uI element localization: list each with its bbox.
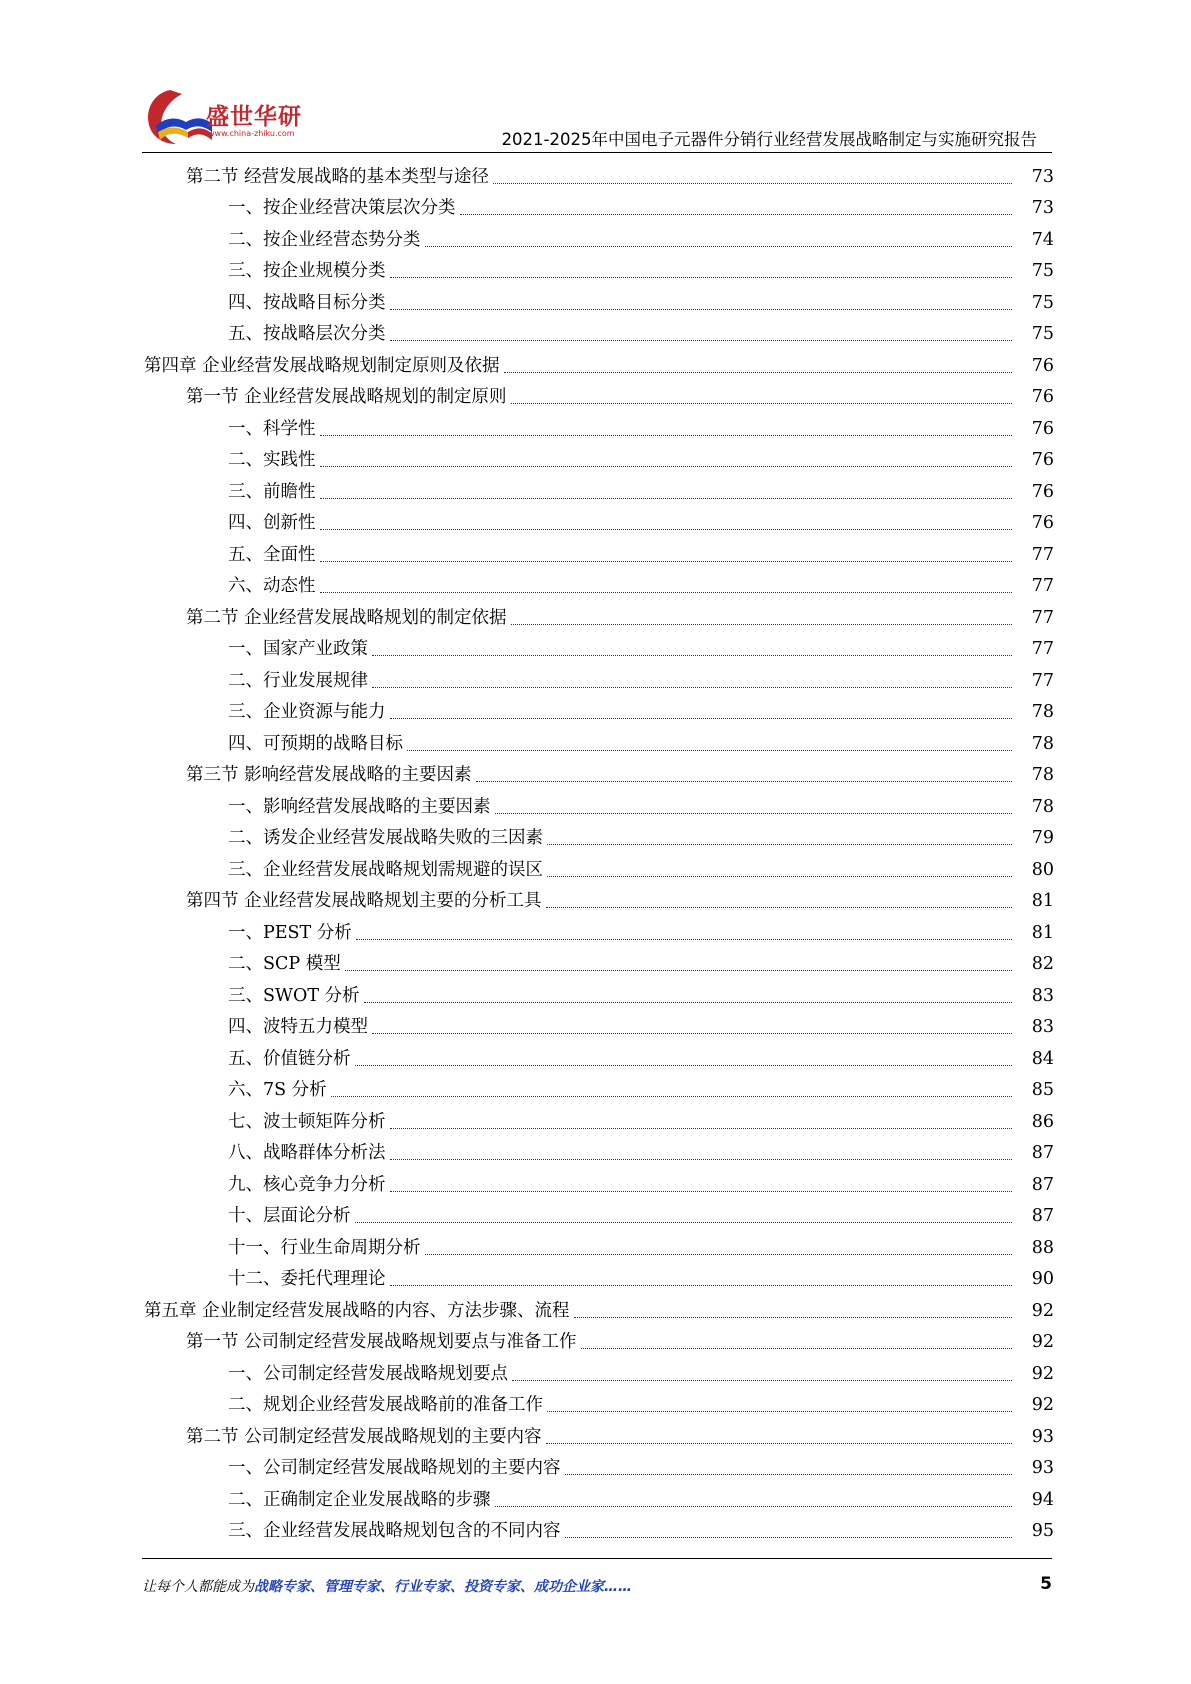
toc-page-number: 93 [1031,1458,1054,1478]
toc-item[interactable] [0,727,1191,759]
toc-page-number: 86 [1031,1111,1054,1132]
toc-leader-dots [547,844,1012,845]
toc-section[interactable] [0,601,1191,633]
toc-item[interactable] [0,1168,1191,1200]
toc-label: 第二节 企业经营发展战略规划的制定依据 [186,607,507,628]
toc-page-number: 87 [1031,1206,1054,1226]
toc-label: 九、核心竞争力分析 [228,1174,386,1195]
toc-section[interactable] [0,1420,1191,1452]
toc-item[interactable] [0,822,1191,854]
toc-leader-dots [407,750,1012,751]
toc-label: 四、波特五力模型 [228,1017,368,1037]
toc-item[interactable] [0,223,1191,255]
toc-page-number: 93 [1031,1426,1054,1447]
header-divider [142,152,1052,153]
toc-leader-dots [390,1159,1013,1160]
toc-page-number: 80 [1031,859,1054,880]
toc-item[interactable] [0,1011,1191,1043]
toc-item[interactable] [0,1105,1191,1137]
toc-item[interactable] [0,1042,1191,1074]
toc-leader-dots [460,214,1013,215]
toc-page-number: 76 [1031,450,1054,470]
toc-page-number: 75 [1031,261,1054,281]
toc-chapter[interactable] [0,1294,1191,1326]
toc-leader-dots [355,1222,1013,1223]
toc-leader-dots [495,813,1013,814]
toc-page-number: 78 [1031,702,1054,722]
footer-divider [142,1558,1052,1559]
toc-item[interactable] [0,948,1191,980]
toc-item[interactable] [0,538,1191,570]
toc-page-number: 75 [1031,292,1054,313]
toc-page-number: 78 [1031,796,1054,817]
toc-leader-dots [364,1002,1012,1003]
toc-label: 第四章 企业经营发展战略规划制定原则及依据 [144,355,500,376]
toc-leader-dots [320,435,1013,436]
toc-item[interactable] [0,255,1191,287]
page-footer [142,1576,1052,1600]
toc-page-number: 90 [1031,1269,1054,1289]
toc-label: 第一节 企业经营发展战略规划的制定原则 [186,387,507,407]
toc-label: 十二、委托代理理论 [228,1269,386,1289]
toc-leader-dots [356,939,1012,940]
toc-leader-dots [390,309,1013,310]
toc-leader-dots [372,1033,1012,1034]
toc-leader-dots [581,1348,1012,1349]
toc-page-number: 78 [1031,765,1054,785]
toc-label: 五、价值链分析 [228,1048,351,1069]
toc-label: 二、SCP 模型 [228,954,341,974]
toc-leader-dots [355,1065,1013,1066]
toc-page-number: 78 [1031,733,1054,754]
slogan-highlight: 战略专家、管理专家、行业专家、投资专家、成功企业家…… [254,1579,632,1595]
toc-item[interactable] [0,696,1191,728]
toc-page-number: 76 [1031,481,1054,502]
toc-leader-dots [512,1380,1012,1381]
toc-item[interactable] [0,192,1191,224]
toc-label: 十、层面论分析 [228,1206,351,1226]
toc-label: 第三节 影响经营发展战略的主要因素 [186,765,472,785]
logo-text: 盛世华研 [206,104,302,130]
toc-page-number: 77 [1031,544,1054,565]
toc-label: 三、按企业规模分类 [228,261,386,281]
toc-label: 一、国家产业政策 [228,639,368,659]
toc-page-number: 73 [1031,166,1054,187]
toc-leader-dots [504,372,1012,373]
toc-leader-dots [425,246,1013,247]
toc-section[interactable] [0,160,1191,192]
toc-leader-dots [547,876,1012,877]
toc-section[interactable] [0,1326,1191,1358]
toc-label: 八、战略群体分析法 [228,1143,386,1163]
toc-leader-dots [372,655,1012,656]
toc-page-number: 73 [1031,198,1054,218]
toc-leader-dots [546,907,1012,908]
toc-page-number: 81 [1031,891,1054,911]
toc-page-number: 76 [1031,513,1054,533]
toc-page-number: 76 [1031,355,1054,376]
toc-label: 四、按战略目标分类 [228,292,386,313]
toc-item[interactable] [0,1483,1191,1515]
toc-label: 二、诱发企业经营发展战略失败的三因素 [228,828,543,848]
toc-leader-dots [511,624,1012,625]
toc-page-number: 76 [1031,418,1054,439]
toc-label: 一、公司制定经营发展战略规划的主要内容 [228,1458,561,1478]
toc-page-number: 77 [1031,576,1054,596]
toc-item[interactable] [0,1515,1191,1547]
toc-leader-dots [511,403,1012,404]
toc-leader-dots [476,781,1012,782]
toc-label: 第四节 企业经营发展战略规划主要的分析工具 [186,891,542,911]
toc-leader-dots [320,529,1013,530]
toc-leader-dots [495,1506,1013,1507]
toc-item[interactable] [0,979,1191,1011]
toc-leader-dots [320,466,1013,467]
toc-label: 六、7S 分析 [228,1080,327,1100]
slogan-prefix: 让每个人都能成为 [142,1579,254,1595]
toc-page-number: 77 [1031,607,1054,628]
toc-leader-dots [372,687,1012,688]
toc-item[interactable] [0,1263,1191,1295]
toc-label: 二、实践性 [228,450,316,470]
toc-label: 二、按企业经营态势分类 [228,229,421,250]
toc-leader-dots [565,1537,1013,1538]
toc-page-number: 92 [1031,1300,1054,1321]
logo-url: www.china-zhiku.com [208,129,295,138]
toc-page-number: 81 [1031,922,1054,943]
toc-page-number: 74 [1031,229,1054,250]
toc-page-number: 85 [1031,1080,1054,1100]
toc-leader-dots [565,1474,1013,1475]
toc-item[interactable] [0,507,1191,539]
toc-leader-dots [390,277,1013,278]
toc-label: 七、波士顿矩阵分析 [228,1111,386,1132]
toc-page-number: 92 [1031,1332,1054,1352]
toc-item[interactable] [0,475,1191,507]
toc-section[interactable] [0,885,1191,917]
toc-label: 一、按企业经营决策层次分类 [228,198,456,218]
toc-leader-dots [546,1443,1012,1444]
toc-leader-dots [390,340,1013,341]
toc-label: 五、全面性 [228,544,316,565]
report-title: 2021-2025年中国电子元器件分销行业经营发展战略制定与实施研究报告 [501,130,1037,149]
toc-label: 第二节 经营发展战略的基本类型与途径 [186,166,490,187]
toc-label: 四、创新性 [228,513,316,533]
toc-page-number: 83 [1031,985,1054,1006]
footer-slogan [142,1576,632,1596]
toc-page-number: 84 [1031,1048,1054,1069]
toc-page-number: 92 [1031,1363,1054,1384]
toc-label: 一、影响经营发展战略的主要因素 [228,796,491,817]
toc-label: 二、正确制定企业发展战略的步骤 [228,1489,491,1510]
toc-label: 一、科学性 [228,418,316,439]
toc-page-number: 87 [1031,1143,1054,1163]
toc-leader-dots [493,183,1012,184]
toc-page-number: 75 [1031,324,1054,344]
toc-label: 三、企业经营发展战略规划包含的不同内容 [228,1521,561,1541]
toc-item[interactable] [0,1389,1191,1421]
toc-label: 三、前瞻性 [228,481,316,502]
toc-leader-dots [320,561,1013,562]
toc-leader-dots [345,970,1012,971]
toc-item[interactable] [0,412,1191,444]
toc-item[interactable] [0,664,1191,696]
toc-page-number: 92 [1031,1395,1054,1415]
toc-leader-dots [425,1254,1013,1255]
toc-page-number: 77 [1031,670,1054,691]
toc-item[interactable] [0,633,1191,665]
toc-item[interactable] [0,790,1191,822]
toc-label: 二、规划企业经营发展战略前的准备工作 [228,1395,543,1415]
toc-leader-dots [574,1317,1012,1318]
toc-label: 三、企业经营发展战略规划需规避的误区 [228,859,543,880]
toc-item[interactable] [0,1074,1191,1106]
toc-page-number: 82 [1031,954,1054,974]
toc-item[interactable] [0,853,1191,885]
toc-label: 一、公司制定经营发展战略规划要点 [228,1363,508,1384]
toc-item[interactable] [0,1231,1191,1263]
toc-item[interactable] [0,286,1191,318]
toc-chapter[interactable] [0,349,1191,381]
page-header [0,0,1191,155]
toc-item[interactable] [0,318,1191,350]
toc-page-number: 87 [1031,1174,1054,1195]
toc-leader-dots [320,592,1013,593]
toc-item[interactable] [0,916,1191,948]
toc-item[interactable] [0,1137,1191,1169]
toc-section[interactable] [0,381,1191,413]
toc-label: 五、按战略层次分类 [228,324,386,344]
toc-page-number: 77 [1031,639,1054,659]
toc-label: 十一、行业生命周期分析 [228,1237,421,1258]
table-of-contents [0,160,1191,1546]
toc-label: 四、可预期的战略目标 [228,733,403,754]
toc-leader-dots [547,1411,1012,1412]
toc-leader-dots [390,1191,1013,1192]
toc-page-number: 95 [1031,1521,1054,1541]
toc-page-number: 79 [1031,828,1054,848]
toc-label: 三、企业资源与能力 [228,702,386,722]
toc-label: 第五章 企业制定经营发展战略的内容、方法步骤、流程 [144,1300,570,1321]
toc-page-number: 76 [1031,387,1054,407]
toc-label: 二、行业发展规律 [228,670,368,691]
toc-label: 六、动态性 [228,576,316,596]
toc-leader-dots [390,1128,1013,1129]
toc-page-number: 83 [1031,1017,1054,1037]
toc-label: 第一节 公司制定经营发展战略规划要点与准备工作 [186,1332,577,1352]
toc-item[interactable] [0,1452,1191,1484]
toc-label: 一、PEST 分析 [228,922,352,943]
toc-leader-dots [320,498,1013,499]
toc-page-number: 94 [1031,1489,1054,1510]
toc-leader-dots [390,1285,1013,1286]
toc-item[interactable] [0,444,1191,476]
toc-item[interactable] [0,1357,1191,1389]
page-number: 5 [1040,1574,1052,1594]
toc-item[interactable] [0,570,1191,602]
toc-item[interactable] [0,1200,1191,1232]
toc-page-number: 88 [1031,1237,1054,1258]
toc-leader-dots [331,1096,1012,1097]
toc-label: 三、SWOT 分析 [228,985,360,1006]
toc-section[interactable] [0,759,1191,791]
toc-leader-dots [390,718,1013,719]
toc-label: 第二节 公司制定经营发展战略规划的主要内容 [186,1426,542,1447]
